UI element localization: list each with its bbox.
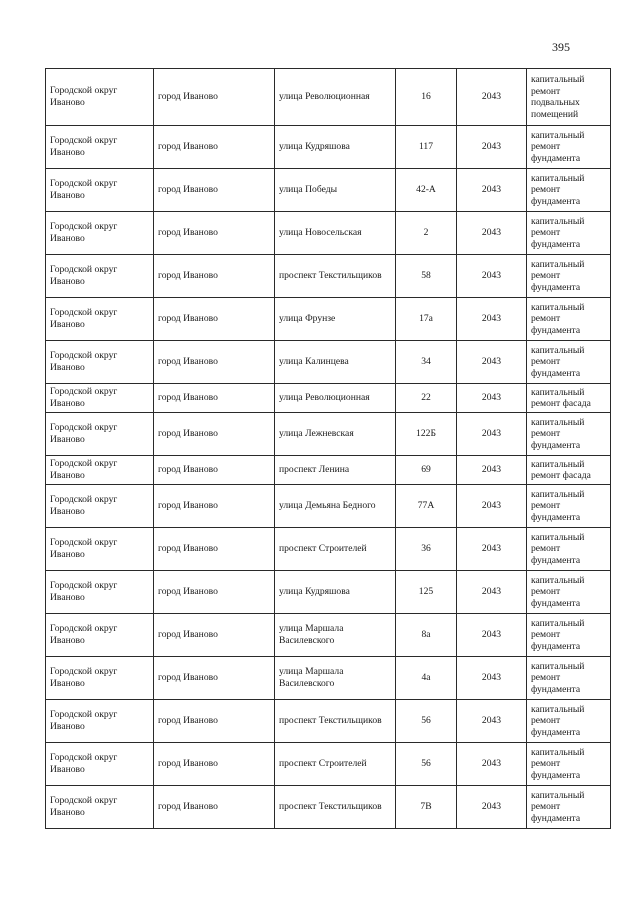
city-cell: город Иваново bbox=[154, 657, 275, 700]
table-row bbox=[46, 786, 611, 829]
street-cell: улица Демьяна Бедного bbox=[275, 485, 396, 528]
year-cell: 2043 bbox=[457, 743, 527, 786]
year-cell: 2043 bbox=[457, 212, 527, 255]
work-type-cell: капитальный ремонт фундамента bbox=[527, 657, 611, 700]
district-cell: Городской округ Иваново bbox=[46, 456, 154, 485]
year-cell: 2043 bbox=[457, 255, 527, 298]
house-number-cell: 125 bbox=[396, 571, 457, 614]
work-type-cell: капитальный ремонт фундамента bbox=[527, 571, 611, 614]
city-cell: город Иваново bbox=[154, 786, 275, 829]
street-cell: проспект Ленина bbox=[275, 456, 396, 485]
table-row bbox=[46, 212, 611, 255]
house-number-cell: 69 bbox=[396, 456, 457, 485]
district-cell: Городской округ Иваново bbox=[46, 571, 154, 614]
district-cell: Городской округ Иваново bbox=[46, 126, 154, 169]
work-type-cell: капитальный ремонт фасада bbox=[527, 456, 611, 485]
year-cell: 2043 bbox=[457, 786, 527, 829]
house-number-cell: 122Б bbox=[396, 413, 457, 456]
street-cell: проспект Текстильщиков bbox=[275, 255, 396, 298]
street-cell: улица Кудряшова bbox=[275, 571, 396, 614]
table-row bbox=[46, 384, 611, 413]
year-cell: 2043 bbox=[457, 126, 527, 169]
district-cell: Городской округ Иваново bbox=[46, 413, 154, 456]
street-cell: улица Победы bbox=[275, 169, 396, 212]
city-cell: город Иваново bbox=[154, 413, 275, 456]
house-number-cell: 7В bbox=[396, 786, 457, 829]
repair-schedule-table bbox=[45, 68, 611, 829]
year-cell: 2043 bbox=[457, 69, 527, 126]
work-type-cell: капитальный ремонт фундамента bbox=[527, 786, 611, 829]
work-type-cell: капитальный ремонт фундамента bbox=[527, 743, 611, 786]
district-cell: Городской округ Иваново bbox=[46, 69, 154, 126]
street-cell: улица Фрунзе bbox=[275, 298, 396, 341]
table-row bbox=[46, 169, 611, 212]
house-number-cell: 34 bbox=[396, 341, 457, 384]
table-row bbox=[46, 657, 611, 700]
work-type-cell: капитальный ремонт фундамента bbox=[527, 255, 611, 298]
district-cell: Городской округ Иваново bbox=[46, 341, 154, 384]
city-cell: город Иваново bbox=[154, 614, 275, 657]
street-cell: улица Новосельская bbox=[275, 212, 396, 255]
table-row bbox=[46, 341, 611, 384]
table-row bbox=[46, 528, 611, 571]
city-cell: город Иваново bbox=[154, 743, 275, 786]
house-number-cell: 42-А bbox=[396, 169, 457, 212]
city-cell: город Иваново bbox=[154, 571, 275, 614]
district-cell: Городской округ Иваново bbox=[46, 700, 154, 743]
city-cell: город Иваново bbox=[154, 456, 275, 485]
district-cell: Городской округ Иваново bbox=[46, 786, 154, 829]
table-row bbox=[46, 700, 611, 743]
table-row bbox=[46, 413, 611, 456]
year-cell: 2043 bbox=[457, 614, 527, 657]
street-cell: проспект Строителей bbox=[275, 743, 396, 786]
work-type-cell: капитальный ремонт фундамента bbox=[527, 169, 611, 212]
house-number-cell: 77А bbox=[396, 485, 457, 528]
city-cell: город Иваново bbox=[154, 255, 275, 298]
city-cell: город Иваново bbox=[154, 341, 275, 384]
house-number-cell: 8а bbox=[396, 614, 457, 657]
district-cell: Городской округ Иваново bbox=[46, 485, 154, 528]
district-cell: Городской округ Иваново bbox=[46, 298, 154, 341]
house-number-cell: 56 bbox=[396, 700, 457, 743]
table-row bbox=[46, 614, 611, 657]
house-number-cell: 16 bbox=[396, 69, 457, 126]
street-cell: улица Революционная bbox=[275, 384, 396, 413]
work-type-cell: капитальный ремонт фундамента bbox=[527, 700, 611, 743]
work-type-cell: капитальный ремонт фундамента bbox=[527, 298, 611, 341]
year-cell: 2043 bbox=[457, 384, 527, 413]
year-cell: 2043 bbox=[457, 298, 527, 341]
city-cell: город Иваново bbox=[154, 212, 275, 255]
year-cell: 2043 bbox=[457, 413, 527, 456]
street-cell: улица Маршала Василевского bbox=[275, 614, 396, 657]
work-type-cell: капитальный ремонт фундамента bbox=[527, 614, 611, 657]
city-cell: город Иваново bbox=[154, 528, 275, 571]
street-cell: улица Революционная bbox=[275, 69, 396, 126]
street-cell: улица Маршала Василевского bbox=[275, 657, 396, 700]
house-number-cell: 2 bbox=[396, 212, 457, 255]
street-cell: улица Калинцева bbox=[275, 341, 396, 384]
year-cell: 2043 bbox=[457, 456, 527, 485]
work-type-cell: капитальный ремонт фундамента bbox=[527, 212, 611, 255]
district-cell: Городской округ Иваново bbox=[46, 169, 154, 212]
year-cell: 2043 bbox=[457, 169, 527, 212]
work-type-cell: капитальный ремонт фундамента bbox=[527, 485, 611, 528]
city-cell: город Иваново bbox=[154, 700, 275, 743]
city-cell: город Иваново bbox=[154, 69, 275, 126]
house-number-cell: 58 bbox=[396, 255, 457, 298]
table-body bbox=[46, 69, 611, 829]
work-type-cell: капитальный ремонт фундамента bbox=[527, 528, 611, 571]
table-row bbox=[46, 456, 611, 485]
street-cell: улица Кудряшова bbox=[275, 126, 396, 169]
house-number-cell: 117 bbox=[396, 126, 457, 169]
table-row bbox=[46, 743, 611, 786]
city-cell: город Иваново bbox=[154, 485, 275, 528]
house-number-cell: 22 bbox=[396, 384, 457, 413]
street-cell: улица Лежневская bbox=[275, 413, 396, 456]
work-type-cell: капитальный ремонт фундамента bbox=[527, 413, 611, 456]
table-row bbox=[46, 126, 611, 169]
year-cell: 2043 bbox=[457, 341, 527, 384]
year-cell: 2043 bbox=[457, 700, 527, 743]
street-cell: проспект Текстильщиков bbox=[275, 786, 396, 829]
city-cell: город Иваново bbox=[154, 384, 275, 413]
city-cell: город Иваново bbox=[154, 169, 275, 212]
district-cell: Городской округ Иваново bbox=[46, 212, 154, 255]
work-type-cell: капитальный ремонт подвальных помещений bbox=[527, 69, 611, 126]
work-type-cell: капитальный ремонт фасада bbox=[527, 384, 611, 413]
year-cell: 2043 bbox=[457, 485, 527, 528]
district-cell: Городской округ Иваново bbox=[46, 743, 154, 786]
table-row bbox=[46, 571, 611, 614]
year-cell: 2043 bbox=[457, 571, 527, 614]
work-type-cell: капитальный ремонт фундамента bbox=[527, 126, 611, 169]
table-row bbox=[46, 255, 611, 298]
year-cell: 2043 bbox=[457, 657, 527, 700]
district-cell: Городской округ Иваново bbox=[46, 657, 154, 700]
table-row bbox=[46, 485, 611, 528]
table-row bbox=[46, 298, 611, 341]
district-cell: Городской округ Иваново bbox=[46, 255, 154, 298]
city-cell: город Иваново bbox=[154, 126, 275, 169]
street-cell: проспект Строителей bbox=[275, 528, 396, 571]
street-cell: проспект Текстильщиков bbox=[275, 700, 396, 743]
page-number: 395 bbox=[552, 40, 570, 54]
house-number-cell: 4а bbox=[396, 657, 457, 700]
house-number-cell: 36 bbox=[396, 528, 457, 571]
table-row bbox=[46, 69, 611, 126]
house-number-cell: 56 bbox=[396, 743, 457, 786]
city-cell: город Иваново bbox=[154, 298, 275, 341]
work-type-cell: капитальный ремонт фундамента bbox=[527, 341, 611, 384]
district-cell: Городской округ Иваново bbox=[46, 614, 154, 657]
house-number-cell: 17а bbox=[396, 298, 457, 341]
district-cell: Городской округ Иваново bbox=[46, 384, 154, 413]
year-cell: 2043 bbox=[457, 528, 527, 571]
district-cell: Городской округ Иваново bbox=[46, 528, 154, 571]
